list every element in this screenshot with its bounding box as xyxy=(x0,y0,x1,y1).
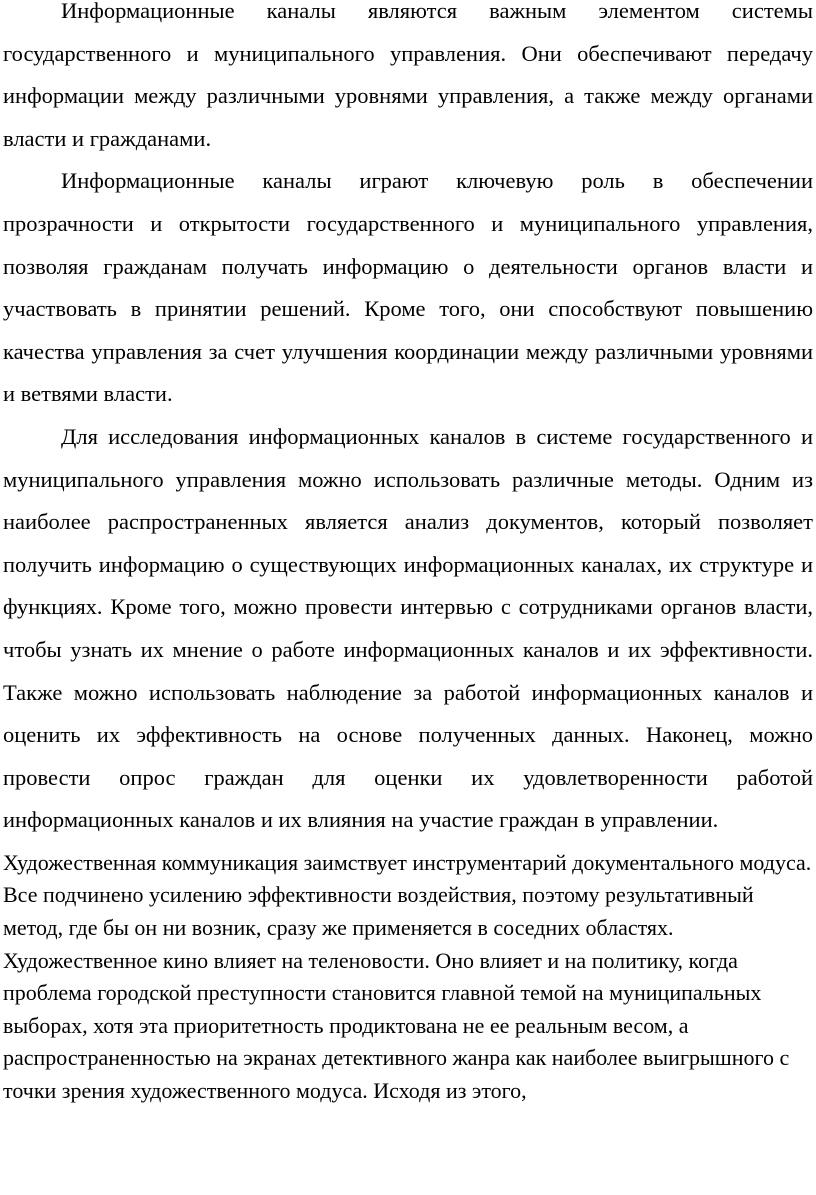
paragraph-research-methods: Для исследования информационных каналов в системе государственного и муниципального управления можно использовать различные методы. Одним из наиболее распространенных является анализ документов, который позволяет получить информацию о существующих информационных каналах, их структуре и функциях. Кроме того, можно провести интервью с сотрудниками органов власти, чтобы узнать их мнение о работе информационных каналов и их эффективности. Также можно использовать наблюдение за работой информационных каналов и оценить их эффективность на основе полученных данных. Наконец, можно провести опрос граждан для оценки их удовлетворенности работой информационных каналов и их влияния на участие граждан в управлении. xyxy=(3,423,813,833)
paragraph-information-channels-role: Информационные каналы являются важным элементом системы государственного и муниципального управления. Они обеспечивают передачу информации между различными уровнями управления, а также между органами власти и гражданами. xyxy=(3,0,813,151)
paragraph-artistic-communication: Художественная коммуникация заимствует инструментарий документального модуса. Все подчинено усилению эффективности воздействия, поэтому результативный метод, где бы он ни возник, сразу же применяется в соседних областях. Художественное кино влияет на теленовости. Оно влияет и на политику, когда проблема городской преступности становится главной темой на муниципальных выборах, хотя эта приоритетность продиктована не ее реальным весом, а распространенностью на экранах детективного жанра как наиболее выигрышного с точки зрения художественного модуса. Исходя из этого, xyxy=(3,849,812,1104)
paragraph-transparency: Информационные каналы играют ключевую роль в обеспечении прозрачности и открытости государственного и муниципального управления, позволяя гражданам получать информацию о деятельности органов власти и участвовать в принятии решений. Кроме того, они способствуют повышению качества управления за счет улучшения координации между различными уровнями и ветвями власти. xyxy=(3,168,813,407)
